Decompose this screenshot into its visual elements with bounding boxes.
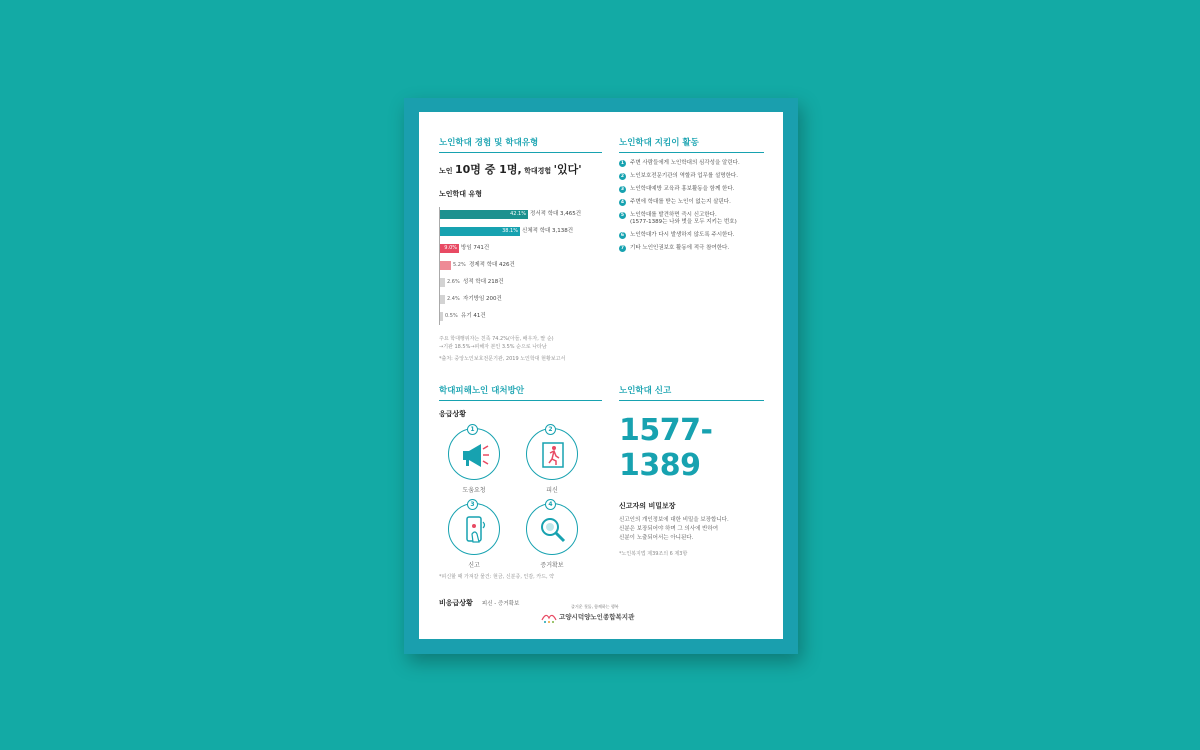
bar-percent-label: 9.0%: [444, 245, 457, 251]
bar-category-label: 유기 41건: [461, 313, 486, 319]
list-item-text: 노인학대예방 교육과 홍보활동을 함께 한다.: [630, 186, 735, 192]
poster-frame: [404, 98, 798, 654]
section-title: 노인학대 신고: [619, 384, 764, 401]
section-title: 학대피해노인 대처방안: [439, 384, 602, 401]
headline-pre: 노인: [439, 167, 455, 175]
list-item: [619, 245, 764, 252]
non-emergency-title: 비응급상황: [439, 599, 473, 607]
list-number-badge: 4: [620, 200, 625, 205]
list-number-badge: 5: [620, 213, 625, 218]
bar-percent-label: 38.1%: [502, 228, 518, 234]
list-item: [619, 212, 764, 226]
step-label: 피신: [546, 487, 558, 494]
guardian-list: [619, 160, 764, 252]
headline-mid: 학대경험: [521, 167, 554, 175]
non-emergency: [439, 590, 519, 609]
step-number: 2: [545, 424, 556, 435]
hotline-number: 1577-1389: [619, 413, 713, 483]
section-response: [439, 384, 602, 607]
headline: [439, 161, 602, 177]
logo-name: 고양시덕양노인종합복지관: [559, 613, 635, 621]
section-guardian-activities: [619, 136, 764, 258]
step-number: 1: [467, 424, 478, 435]
section-report: [619, 384, 764, 558]
bar-category-label: 정서적 학대 3,465건: [530, 211, 582, 217]
emergency-title: 응급상황: [439, 410, 467, 418]
list-item-text: 기타 노인인권보호 활동에 적극 참여한다.: [630, 245, 730, 251]
bar: [440, 278, 445, 287]
note-line-2: →기관 18.5%→피해자 본인 3.5% 순으로 나타남: [439, 344, 547, 350]
step-report: [444, 503, 504, 569]
list-item: [619, 199, 764, 206]
bar-category-label: 방임 741건: [461, 245, 490, 251]
secrecy-line: 신고인의 개인정보에 대한 비밀을 보장합니다.: [619, 517, 729, 523]
list-item: [619, 173, 764, 180]
list-item: [619, 232, 764, 239]
list-number-badge: 2: [620, 174, 625, 179]
step-help-request: [444, 428, 504, 494]
step-number: 4: [545, 499, 556, 510]
section-abuse-types: [439, 136, 602, 363]
list-item: [619, 186, 764, 193]
bar-category-label: 성적 학대 218건: [463, 279, 504, 285]
bar: [440, 312, 443, 321]
bar-percent-label: 5.2%: [453, 262, 466, 268]
non-emergency-text: 피신 - 증거확보: [481, 601, 520, 607]
bar: [440, 295, 445, 304]
list-number-badge: 1: [620, 161, 625, 166]
step-number: 3: [467, 499, 478, 510]
abuse-type-bar-chart: [439, 207, 604, 331]
list-number-badge: 6: [620, 233, 625, 238]
list-item-text: 주변에 학대를 받는 노인이 없는지 살핀다.: [630, 199, 731, 205]
bar: [440, 261, 451, 270]
headline-main: 10명 중 1명,: [454, 163, 522, 176]
source-note: *출처: 중앙노인보호전문기관, 2019 노인학대 현황보고서: [439, 356, 566, 362]
step-circle: [526, 503, 578, 555]
step-label: 신고: [468, 562, 480, 569]
poster: [419, 112, 783, 639]
bar-category-label: 경제적 학대 426건: [469, 262, 515, 268]
bar-percent-label: 42.1%: [510, 211, 526, 217]
chart-title: 노인학대 유형: [439, 190, 483, 198]
list-item-text: 노인보호전문기관의 역할과 업무를 설명한다.: [630, 173, 738, 179]
headline-quote: '있다': [553, 163, 582, 176]
logo-slogan: 즐거운 첫돌, 함께하는 행복: [571, 604, 619, 609]
logo-mark-icon: [541, 610, 557, 624]
bar-percent-label: 0.5%: [445, 313, 458, 319]
step-evacuate: [522, 428, 582, 494]
step-circle: [448, 503, 500, 555]
logo: [549, 602, 659, 626]
list-item-text: 노인학대를 발견하면 즉시 신고한다. (1577-1389는 나와 벗을 모두 지키는 번호): [630, 212, 737, 225]
bar-category-label: 자기방임 200건: [463, 296, 502, 302]
list-item: [619, 160, 764, 167]
secrecy-line: 신분이 노출되어서는 아니된다.: [619, 535, 694, 541]
megaphone-icon: [459, 439, 491, 471]
step-label: 도움요청: [462, 487, 486, 494]
bar-category-label: 신체적 학대 3,138건: [522, 228, 574, 234]
secrecy-line: 신분은 보장되어야 하며 그 의사에 반하여: [619, 526, 719, 532]
note-line-1: 주요 학대행위자는 친족 74.2%(아들, 배우자, 딸 순): [439, 336, 554, 342]
step-circle: [448, 428, 500, 480]
bar-percent-label: 2.4%: [447, 296, 460, 302]
exit-icon: [537, 439, 569, 471]
secrecy-title: 신고자의 비밀보장: [619, 502, 676, 510]
list-number-badge: 7: [620, 246, 625, 251]
evacuation-note: *피신할 때 가져갈 물건: 현금, 신분증, 인감, 카드, 약: [439, 574, 555, 580]
list-item-text: 노인학대가 다시 발생하지 않도록 주시한다.: [630, 232, 735, 238]
step-label: 증거확보: [540, 562, 564, 569]
section-title: 노인학대 경험 및 학대유형: [439, 136, 602, 153]
list-item-text: 주변 사람들에게 노인학대의 심각성을 알린다.: [630, 160, 740, 166]
law-note: *노인복지법 제39조의 6 제3항: [619, 551, 688, 557]
list-number-badge: 3: [620, 187, 625, 192]
phone-call-icon: [459, 514, 491, 546]
step-evidence: [522, 503, 582, 569]
bar-percent-label: 2.6%: [447, 279, 460, 285]
step-circle: [526, 428, 578, 480]
section-title: 노인학대 지킴이 활동: [619, 136, 764, 153]
secrecy-text: [619, 516, 764, 543]
magnifier-icon: [537, 514, 569, 546]
